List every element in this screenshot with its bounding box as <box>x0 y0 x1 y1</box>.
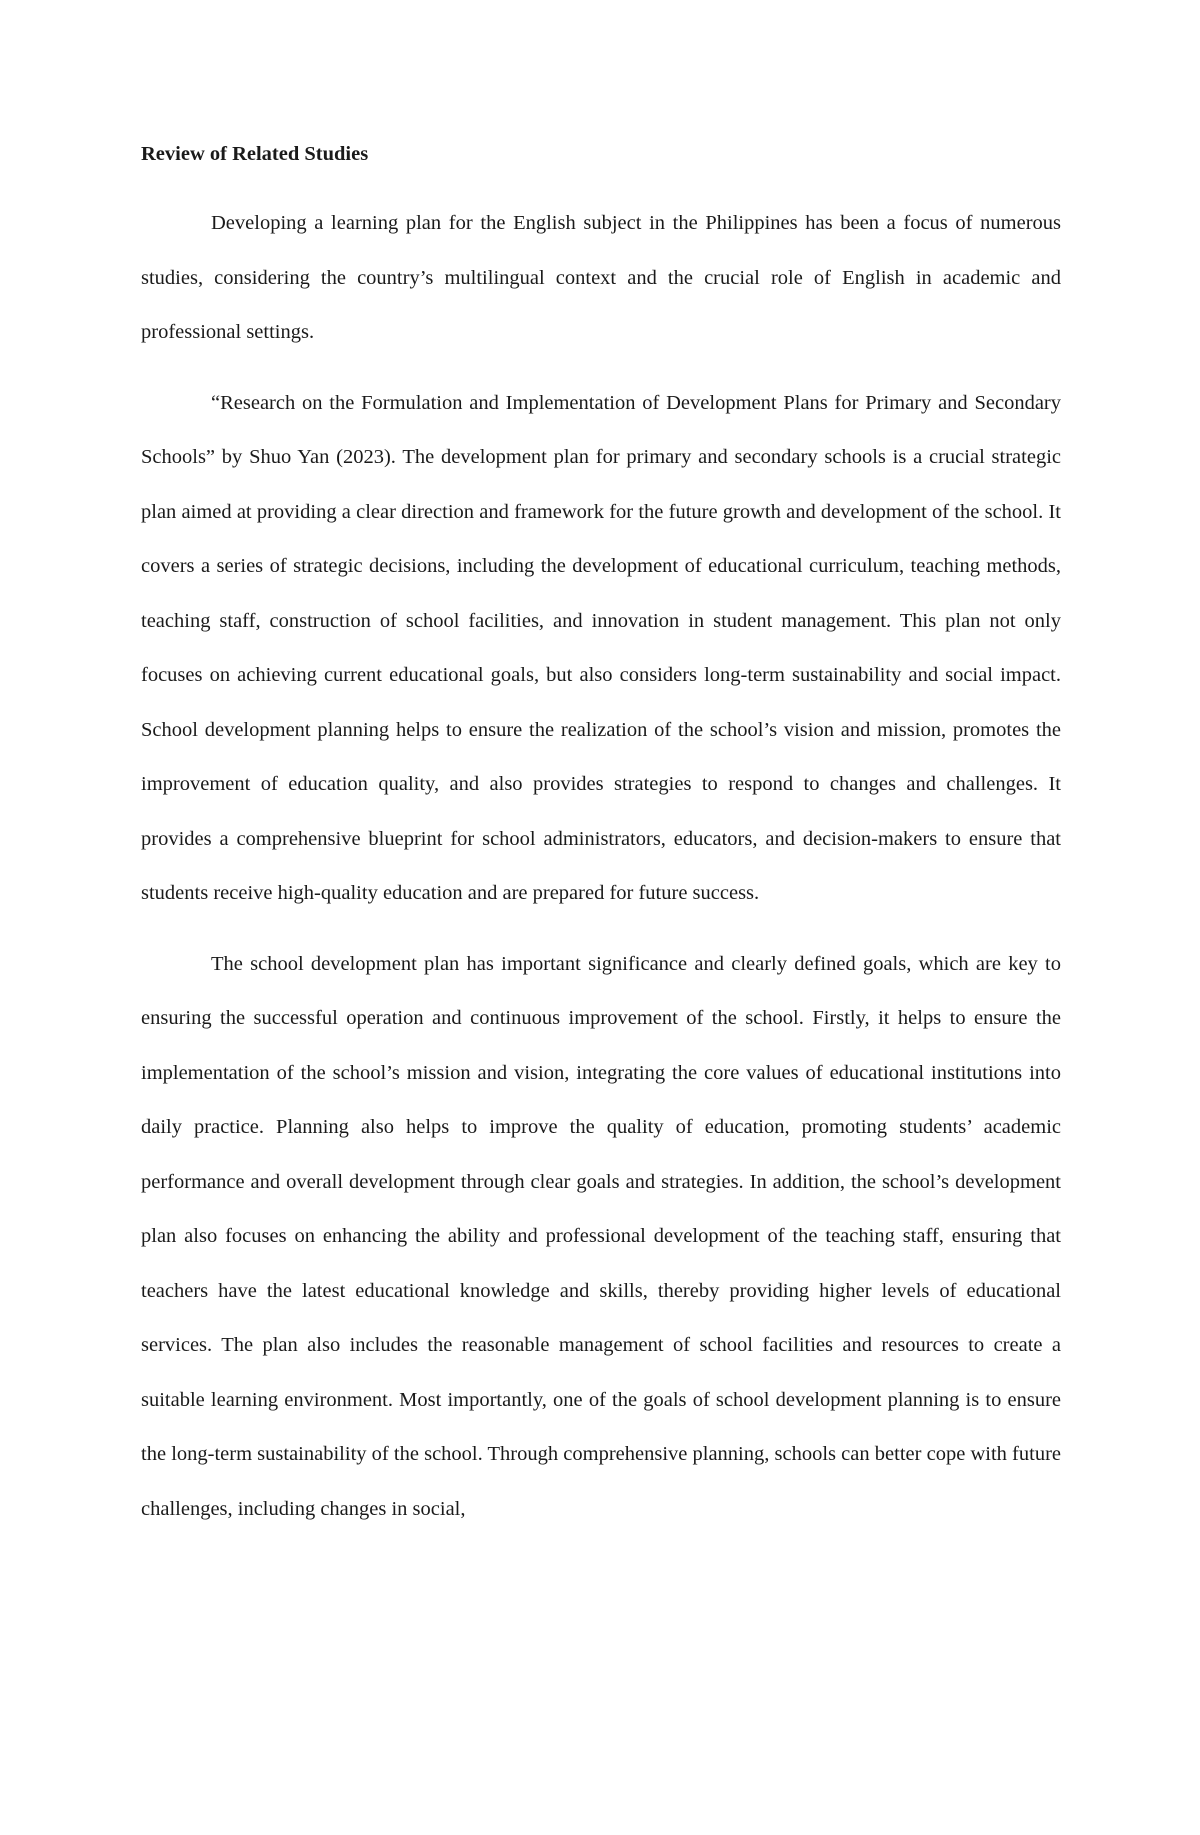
paragraph-intro: Developing a learning plan for the English subject in the Philippines has been a focus of numerous studies, considering the country’s multilingual context and the crucial role of English in academic and professional settings. <box>141 212 1061 343</box>
section-heading: Review of Related Studies <box>141 143 369 165</box>
paragraph-plan-significance: The school development plan has important significance and clearly defined goals, which are key to ensuring the successful operation and continuous improvement of the school. Firstly, it helps to ensure the implementation of the school’s mission and vision, integrating the core values of educational institutions into daily practice. Planning also helps to improve the quality of education, promoting students’ academic performance and overall development through clear goals and strategies. In addition, the school’s development plan also focuses on enhancing the ability and professional development of the teaching staff, ensuring that teachers have the latest educational knowledge and skills, thereby providing higher levels of educational services. The plan also includes the reasonable management of school facilities and resources to create a suitable learning environment. Most importantly, one of the goals of school development planning is to ensure the long-term sustainability of the school. Through comprehensive planning, schools can better cope with future challenges, including changes in social, <box>141 952 1061 1520</box>
paragraph-shuo-yan-study: “Research on the Formulation and Implementation of Development Plans for Primary and Secondary Schools” by Shuo Yan (2023). The development plan for primary and secondary schools is a crucial strategic plan aimed at providing a clear direction and framework for the future growth and development of the school. It covers a series of strategic decisions, including the development of educational curriculum, teaching methods, teaching staff, construction of school facilities, and innovation in student management. This plan not only focuses on achieving current educational goals, but also considers long-term sustainability and social impact. School development planning helps to ensure the realization of the school’s vision and mission, promotes the improvement of education quality, and also provides strategies to respond to changes and challenges. It provides a comprehensive blueprint for school administrators, educators, and decision-makers to ensure that students receive high-quality education and are prepared for future success. <box>141 391 1061 904</box>
document-body <box>141 140 1061 1536</box>
